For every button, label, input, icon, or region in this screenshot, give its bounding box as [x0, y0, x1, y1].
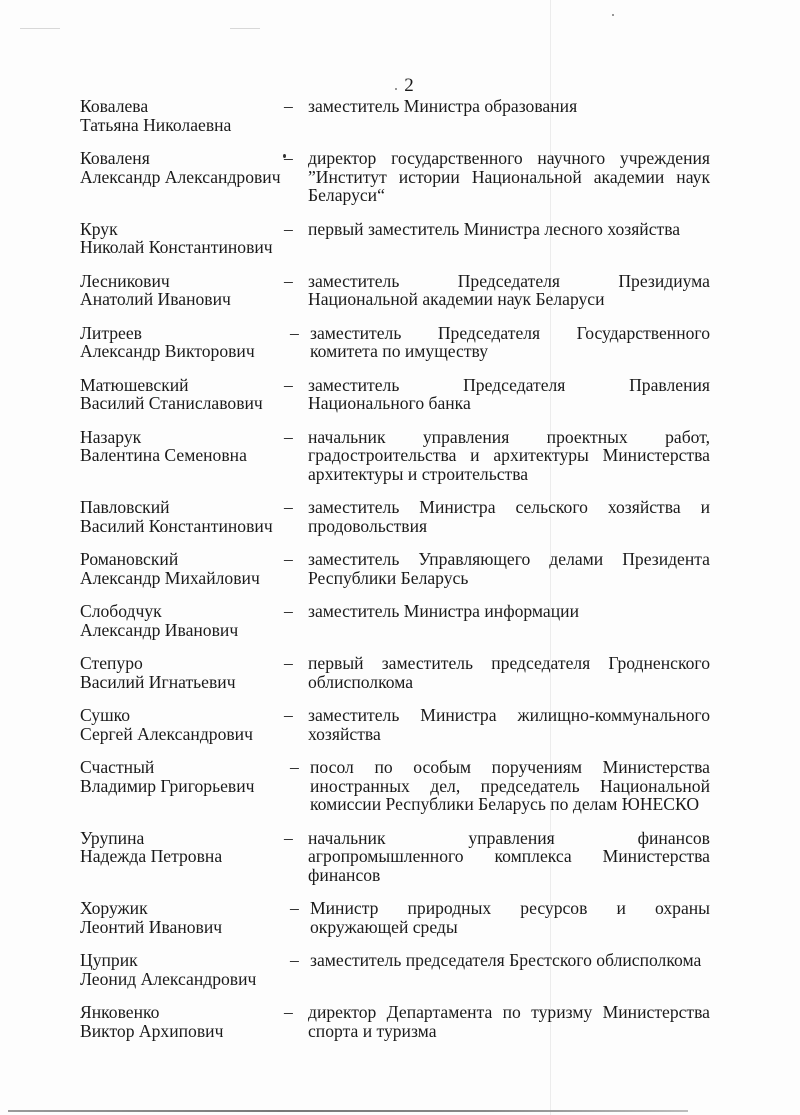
given-names: Александр Александрович: [80, 166, 281, 187]
position-title: посол по особым поручениям Министерства иностранных дел, председатель Национальной комиссии Республики Беларусь по делам ЮНЕСКО: [310, 757, 710, 814]
person-name: [80, 376, 284, 413]
dash-separator: –: [290, 757, 299, 777]
position-title: заместитель Министра сельского хозяйства и продовольствия: [308, 497, 710, 536]
member-list: [80, 97, 710, 1055]
given-names: Надежда Петровна: [80, 846, 223, 866]
surname: Цуприк: [80, 950, 138, 970]
list-item: [80, 899, 710, 936]
dash-separator: –: [290, 898, 299, 918]
person-name: [80, 899, 284, 936]
person-name: [80, 550, 284, 587]
person-name: [80, 951, 284, 988]
person-name: [80, 97, 284, 134]
given-names: Василий Станиславович: [80, 393, 263, 413]
surname: Сушко: [80, 705, 131, 725]
dash-separator: –: [284, 148, 293, 168]
list-item: [80, 829, 710, 885]
surname: Назарук: [80, 426, 142, 447]
given-names: Леонид Александрович: [80, 968, 257, 989]
person-name: [80, 829, 284, 866]
surname: Слободчук: [80, 601, 162, 621]
dash-separator: –: [284, 705, 293, 725]
given-names: Виктор Архипович: [80, 1020, 224, 1041]
person-name: [80, 758, 284, 795]
given-names: Леонтий Иванович: [80, 916, 223, 937]
person-name: [80, 1003, 284, 1040]
dash-separator: –: [290, 322, 299, 343]
list-item: [80, 951, 710, 988]
scan-speck: [612, 14, 614, 16]
scan-artifact: [230, 28, 260, 29]
dash-separator: –: [284, 426, 293, 447]
given-names: Валентина Семеновна: [80, 445, 247, 465]
surname: Лесникович: [80, 270, 170, 291]
dash-separator: –: [284, 1002, 293, 1022]
scan-bottom-edge: [8, 1110, 688, 1112]
position-title: начальник управления финансов агропромышленного комплекса Министерства финансов: [308, 827, 710, 885]
list-item: [80, 428, 710, 484]
position-title: заместитель Управляющего делами Президента Республики Беларусь: [308, 549, 710, 588]
surname: Павловский: [80, 497, 170, 517]
surname: Счастный: [80, 757, 155, 777]
person-name: [80, 498, 284, 535]
given-names: Василий Игнатьевич: [80, 671, 236, 692]
position-title: Министр природных ресурсов и охраны окружающей среды: [310, 898, 710, 937]
surname: Литреев: [80, 322, 142, 343]
dash-separator: –: [284, 827, 293, 848]
surname: Романовский: [80, 549, 179, 569]
surname: Коваленя: [80, 148, 150, 168]
list-item: [80, 498, 710, 535]
person-name: [80, 324, 284, 361]
scan-artifact: [20, 28, 60, 29]
dash-separator: –: [284, 270, 293, 291]
person-name: [80, 602, 284, 639]
dash-separator: –: [284, 497, 293, 517]
dash-separator: –: [284, 653, 293, 673]
surname: Степуро: [80, 653, 143, 673]
given-names: Василий Константинович: [80, 515, 273, 536]
given-names: Александр Михайлович: [80, 567, 260, 588]
position-title: первый заместитель Министра лесного хозяйства: [308, 218, 681, 239]
position-title: первый заместитель председателя Гродненского облисполкома: [308, 653, 710, 692]
list-item: [80, 97, 710, 134]
position-title: начальник управления проектных работ, градостроительства и архитектуры Министерства архитектуры и строительства: [308, 426, 710, 484]
list-item: [80, 1003, 710, 1040]
dash-separator: –: [284, 374, 293, 395]
surname: Матюшевский: [80, 374, 189, 395]
dash-separator: –: [284, 218, 293, 239]
given-names: Сергей Александрович: [80, 723, 253, 744]
list-item: [80, 376, 710, 413]
given-names: Анатолий Иванович: [80, 289, 231, 309]
surname: Урупина: [80, 827, 145, 848]
person-name: [80, 149, 284, 186]
dash-separator: –: [284, 96, 293, 116]
list-item: [80, 602, 710, 639]
person-name: [80, 220, 284, 257]
position-title: заместитель Председателя Правления Национального банка: [308, 374, 710, 413]
position-title: заместитель Председателя Государственного комитета по имуществу: [310, 322, 710, 361]
dash-separator: –: [284, 549, 293, 569]
list-item: [80, 149, 710, 205]
surname: Крук: [80, 218, 118, 239]
person-name: [80, 654, 284, 691]
dash-separator: –: [284, 601, 293, 621]
person-name: [80, 428, 284, 465]
list-item: [80, 220, 710, 257]
person-name: [80, 272, 284, 309]
position-title: заместитель Министра образования: [308, 96, 578, 116]
given-names: Татьяна Николаевна: [80, 114, 232, 135]
position-title: заместитель Министра информации: [308, 601, 579, 621]
list-item: [80, 550, 710, 587]
surname: Ковалева: [80, 96, 149, 116]
position-title: заместитель Председателя Президиума Национальной академии наук Беларуси: [308, 270, 710, 309]
surname: Хоружик: [80, 898, 148, 918]
given-names: Александр Викторович: [80, 341, 255, 361]
position-title: заместитель Министра жилищно-коммунального хозяйства: [308, 705, 710, 744]
position-title: директор государственного научного учреждения ”Институт истории Национальной академии наук Беларуси“: [308, 148, 710, 205]
list-item: [80, 654, 710, 691]
person-name: [80, 706, 284, 743]
list-item: [80, 758, 710, 814]
list-item: [80, 706, 710, 743]
page-number: 2: [404, 75, 414, 96]
dash-separator: –: [290, 950, 299, 970]
given-names: Александр Иванович: [80, 619, 239, 640]
position-title: директор Департамента по туризму Министерства спорта и туризма: [308, 1002, 710, 1041]
position-title: заместитель председателя Брестского облисполкома: [310, 950, 702, 970]
list-item: [80, 324, 710, 361]
given-names: Николай Константинович: [80, 237, 273, 257]
list-item: [80, 272, 710, 309]
given-names: Владимир Григорьевич: [80, 775, 255, 796]
surname: Янковенко: [80, 1002, 160, 1022]
